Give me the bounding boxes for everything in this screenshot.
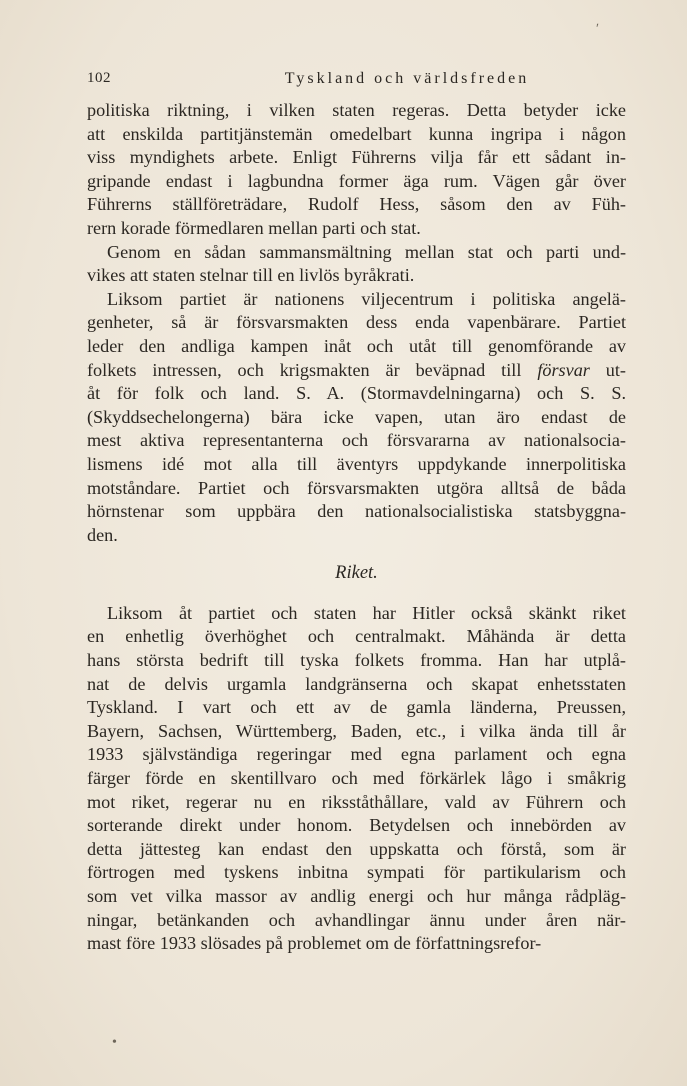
- text-line: färger förde en skentillvaro och med förkärlek lågo i småkrig: [87, 768, 626, 789]
- text-line: Tyskland. I vart och ett av de gamla länderna, Preussen,: [87, 697, 626, 718]
- paragraph: [87, 241, 626, 288]
- text-line: 1933 självständiga regeringar med egna parlament och egna: [87, 744, 626, 765]
- text-line: leder den andliga kampen inåt och utåt till genomförande av: [87, 335, 626, 356]
- section-heading: Riket.: [335, 563, 378, 584]
- text-line: lismens idé mot alla till äventyrs uppdykande innerpolitiska: [87, 453, 626, 474]
- emphasized-word: försvar: [537, 359, 590, 380]
- running-head: [87, 70, 625, 92]
- paragraph: [87, 99, 626, 241]
- text-line: genheter, så är försvarsmakten dess enda vapenbärare. Partiet: [87, 312, 626, 333]
- text-line: detta jättesteg kan endast den uppskatta och förstå, som är: [87, 838, 626, 859]
- text-line: nat de delvis urgamla landgränserna och skapat enhetsstaten: [87, 673, 626, 694]
- text-line: sorterande direkt under honom. Betydelsen och innebörden av: [87, 815, 626, 836]
- text-line: politiska riktning, i vilken staten regeras. Detta betyder icke: [87, 100, 626, 120]
- paper-speck: ʹ: [596, 22, 600, 37]
- paragraph: [87, 288, 626, 548]
- text-line: förtrogen med tyskens inbitna sympati för partikularism och: [87, 862, 626, 883]
- text-line: folkets intressen, och krigsmakten är beväpnad till försvar ut-: [87, 359, 626, 380]
- paragraphs-after-heading: [87, 602, 626, 956]
- text-line: viss myndighets arbete. Enligt Führerns vilja får ett sådant in-: [87, 147, 626, 168]
- running-title: Tyskland och världsfreden: [284, 70, 530, 87]
- text-line: den.: [87, 524, 118, 545]
- text-line: gripande endast i lagbundna former äga rum. Vägen går över: [87, 170, 626, 191]
- text-line: Genom en sådan sammansmältning mellan stat och parti und-: [107, 241, 626, 262]
- text-line: som vet vilka massor av andlig energi och hur många rådpläg-: [87, 886, 626, 906]
- text-line: Führerns ställföreträdare, Rudolf Hess, såsom den av Füh-: [87, 194, 626, 215]
- text-line: Liksom partiet är nationens viljecentrum i politiska angelä-: [107, 288, 626, 309]
- page-number: 102: [87, 70, 111, 86]
- paper-speck: •: [112, 1035, 117, 1050]
- text-line: Bayern, Sachsen, Württemberg, Baden, etc., i vilka ända till år: [87, 720, 626, 741]
- paragraph: [87, 602, 626, 956]
- text-line: motståndare. Partiet och försvarsmakten utgöra alltså de båda: [87, 477, 626, 498]
- text-line: ningar, betänkanden och avhandlingar ännu under åren när-: [87, 909, 626, 930]
- paragraphs-before-heading: [87, 99, 626, 547]
- text-line: mest aktiva representanterna och försvararna av nationalsocia-: [87, 430, 626, 451]
- text-line: vikes att staten stelnar till en livlös byråkrati.: [87, 265, 415, 286]
- text-line: rern korade förmedlaren mellan parti och stat.: [87, 217, 421, 238]
- text-line: att enskilda partitjänstemän omedelbart kunna ingripa i någon: [87, 123, 626, 144]
- text-line: hans största bedrift till tyska folkets fromma. Han har utplå-: [87, 650, 626, 671]
- text-line: en enhetlig överhöghet och centralmakt. Måhända är detta: [87, 626, 626, 647]
- text-line: åt för folk och land. S. A. (Stormavdelningarna) och S. S.: [87, 383, 626, 404]
- text-line: mast före 1933 slösades på problemet om de författningsrefor-: [87, 933, 542, 954]
- text-line: hörnstenar som uppbära den nationalsocialistiska statsbyggna-: [87, 501, 626, 522]
- text-line: (Skyddsechelongerna) bära icke vapen, utan äro endast de: [87, 406, 626, 427]
- body-text: [87, 99, 626, 956]
- text-line: Liksom åt partiet och staten har Hitler också skänkt riket: [107, 602, 626, 623]
- text-line: mot riket, regerar nu en riksståthållare, vald av Führern och: [87, 791, 626, 812]
